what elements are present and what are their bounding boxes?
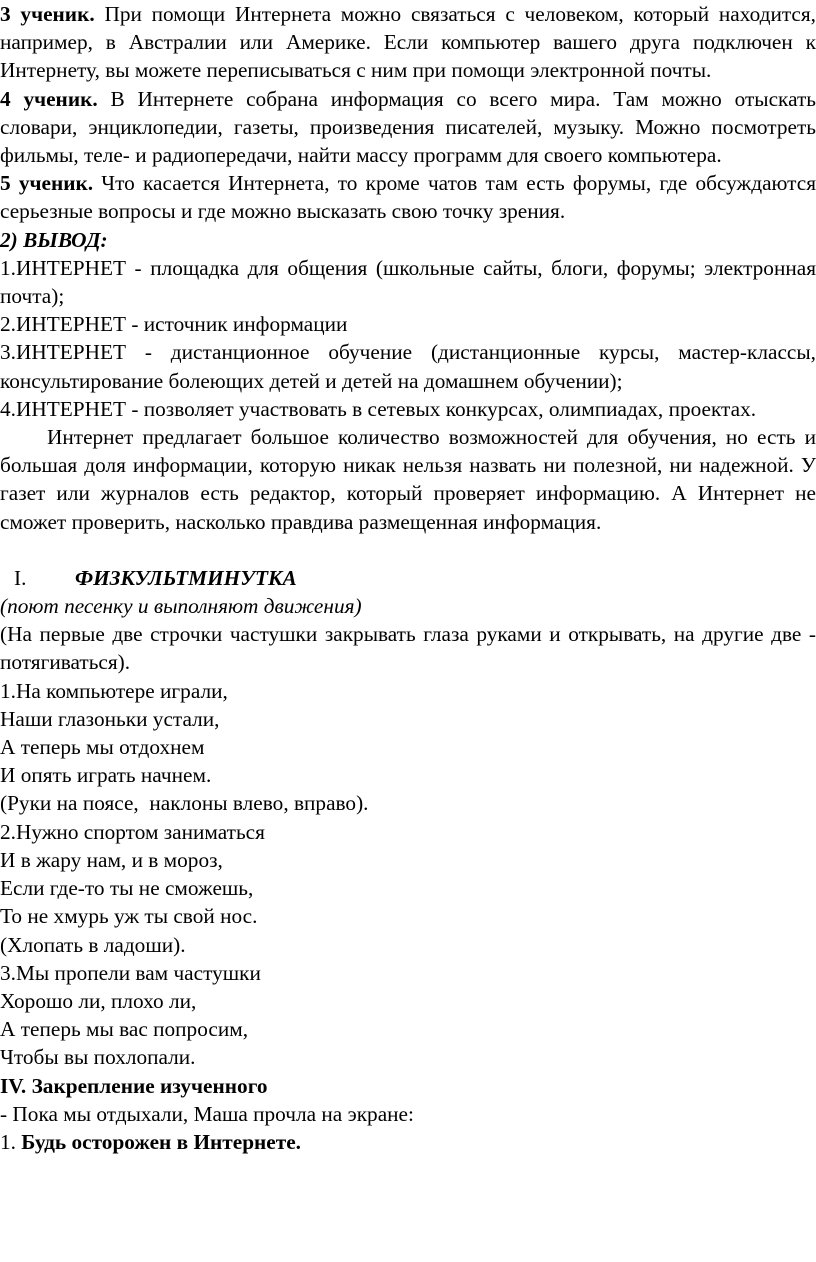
physical-heading — [0, 564, 816, 592]
conclusion-item-4: 4.ИНТЕРНЕТ - позволяет участвовать в сетевых конкурсах, олимпиадах, проектах. — [0, 396, 757, 421]
student-3-paragraph — [0, 0, 816, 85]
verse-line: Наши глазоньки устали, — [0, 706, 220, 731]
verse-line: И опять играть начнем. — [0, 763, 212, 788]
conclusion-item-2: 2.ИНТЕРНЕТ - источник информации — [0, 312, 348, 337]
student-5-text: Что касается Интернета, то кроме чатов там есть форумы, где обсуждаются серьезные вопросы и где можно высказать свою точку зрения. — [0, 171, 816, 224]
section-4-item-1 — [0, 1128, 816, 1156]
student-3-label: 3 ученик. — [0, 2, 95, 26]
conclusion-heading: 2) ВЫВОД: — [0, 227, 108, 252]
physical-title: ФИЗКУЛЬТМИНУТКА — [75, 565, 297, 590]
verse-line: Хорошо ли, плохо ли, — [0, 988, 197, 1013]
student-4-paragraph — [0, 85, 816, 170]
student-5-label: 5 ученик. — [0, 171, 94, 196]
conclusion-paragraph: Интернет предлагает большое количество возможностей для обучения, но есть и большая доля информации, которую никак нельзя назвать ни полезной, ни надежной. У газет или журналов есть редактор, который проверяет информацию. А Интернет не сможет проверить, насколько правдива размещенная информация. — [0, 425, 816, 534]
conclusion-item-1: 1.ИНТЕРНЕТ - площадка для общения (школьные сайты, блоги, форумы; электронная почта); — [0, 255, 816, 309]
section-4-item-number: 1. — [0, 1129, 22, 1154]
physical-subtitle: (поют песенку и выполняют движения) — [0, 594, 362, 619]
verse-line: 1.На компьютере играли, — [0, 678, 228, 703]
verse-line: (Хлопать в ладоши). — [0, 932, 186, 957]
verse-line: 3.Мы пропели вам частушки — [0, 960, 261, 985]
conclusion-item-3: 3.ИНТЕРНЕТ - дистанционное обучение (дистанционные курсы, мастер-классы, консультирование болеющих детей и детей на домашнем обучении); — [0, 340, 816, 393]
physical-instruction: (На первые две строчки частушки закрывать глаза руками и открывать, на другие две - потягиваться). — [0, 622, 816, 675]
verse-line: А теперь мы вас попросим, — [0, 1017, 249, 1042]
verse-line: И в жару нам, и в мороз, — [0, 847, 223, 872]
verse-line: А теперь мы отдохнем — [0, 735, 205, 760]
student-3-text: При помощи Интернета можно связаться с человеком, который находится, например, в Австралии или Америке. Если компьютер вашего друга подключен к Интернету, вы можете переписываться с ним при помощи электронной почты. — [0, 2, 816, 83]
verse-line: Чтобы вы похлопали. — [0, 1045, 196, 1070]
section-4-item-text: Будь осторожен в Интернете. — [21, 1129, 301, 1154]
student-5-paragraph — [0, 169, 816, 225]
verse-line: 2.Нужно спортом заниматься — [0, 819, 265, 844]
verse-line: То не хмурь уж ты свой нос. — [0, 904, 258, 929]
blank-line — [0, 536, 816, 564]
student-4-text: В Интернете собрана информация со всего мира. Там можно отыскать словари, энциклопедии, газеты, произведения писателей, музыку. Можно посмотреть фильмы, теле- и радиопередачи, найти массу программ для своего компьютера. — [0, 86, 816, 168]
verse-line: (Руки на поясе, наклоны влево, вправо). — [0, 791, 369, 816]
section-4-intro: - Пока мы отдыхали, Маша прочла на экране: — [0, 1101, 414, 1126]
student-4-label: 4 ученик. — [0, 86, 98, 111]
verse-line: Если где-то ты не сможешь, — [0, 876, 254, 901]
section-4-heading: IV. Закрепление изученного — [0, 1073, 268, 1098]
physical-number: I. — [14, 565, 27, 590]
